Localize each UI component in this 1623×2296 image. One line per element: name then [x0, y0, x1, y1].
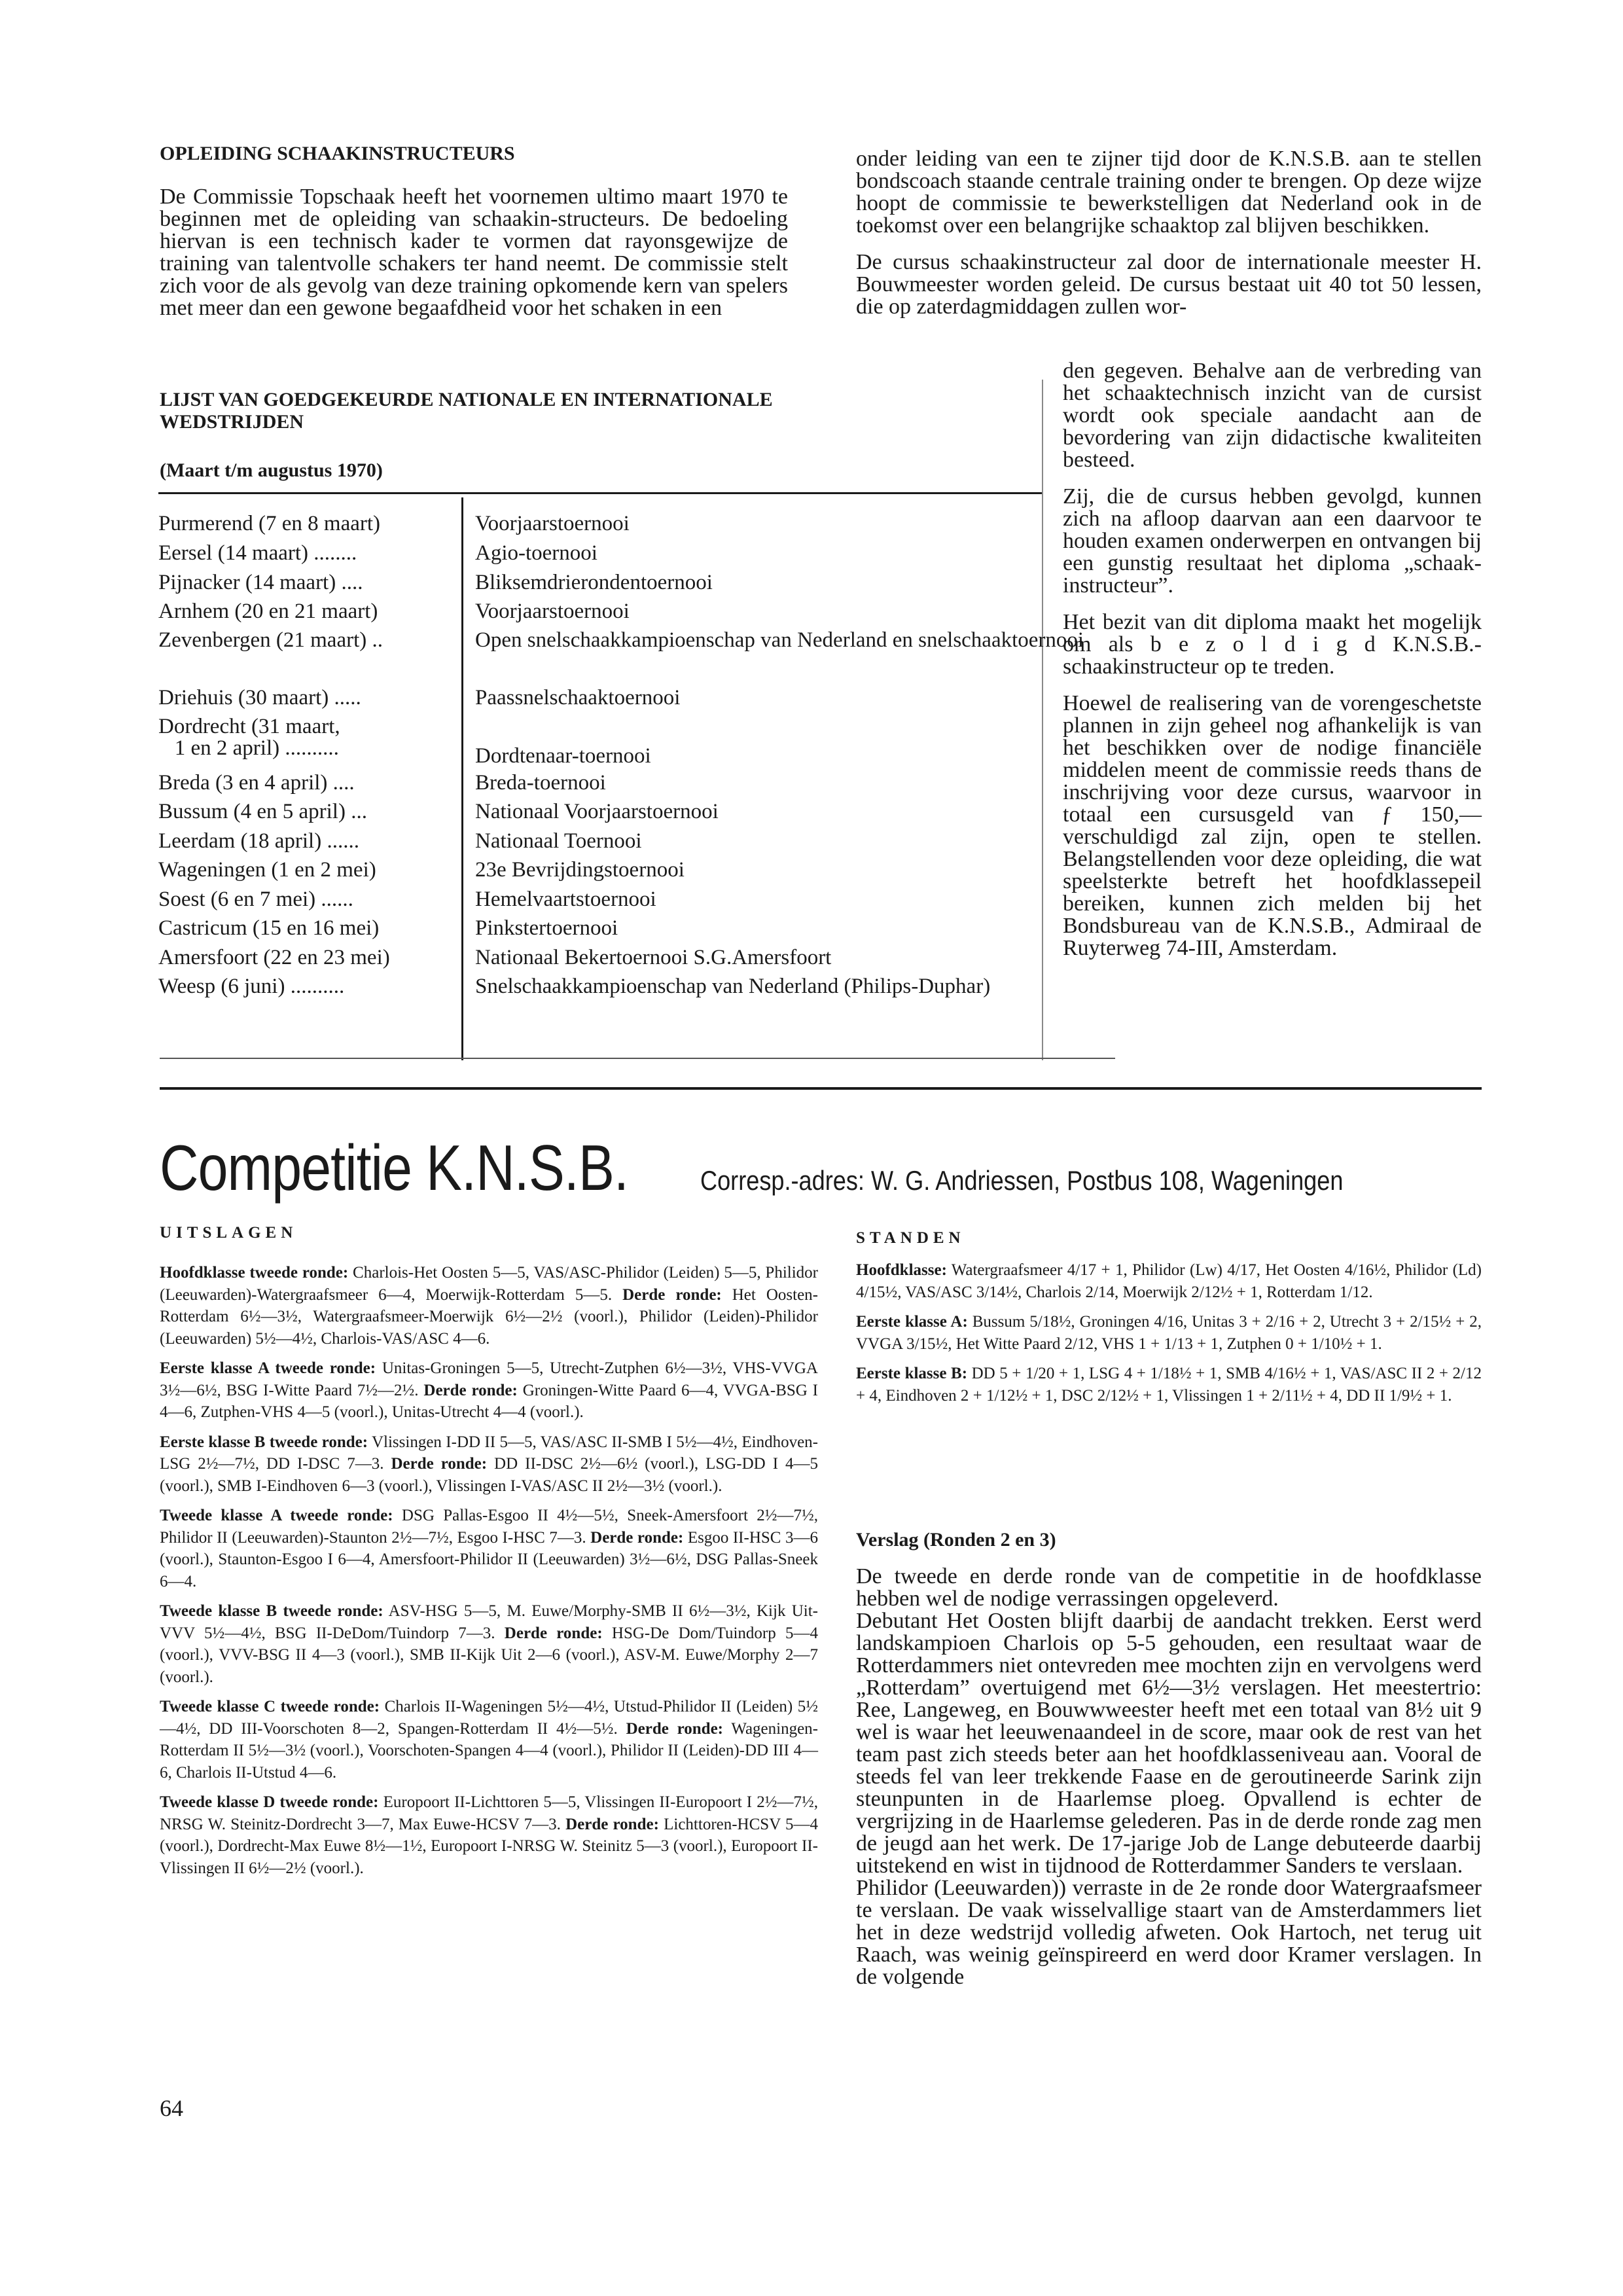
- table-cell-place: Zevenbergen (21 maart) ..: [158, 628, 383, 652]
- result-label: Eerste klasse B:: [856, 1365, 968, 1382]
- table-bottom-rule: [160, 1058, 1115, 1059]
- result-label: Tweede klasse D tweede ronde:: [160, 1793, 379, 1811]
- result-text: Watergraafsmeer 4/17 + 1, Philidor (Lw) 4/17, Het Oosten 4/16½, Philidor (Ld) 4/15½, VAS/ASC 3/14½, Charlois 2/14, Moerwijk 2/12½ + 1, Rotterdam 1/12.: [856, 1261, 1482, 1301]
- opleiding-text-2: onder leiding van een te zijner tijd door de K.N.S.B. aan te stellen bondscoach staande centrale training onder te brengen. Op deze wijze hoopt de commissie te bewerkstelligen dat Nederland ook in de toekomst over een belangrijke schaaktop zal blijven beschikken.: [856, 147, 1482, 238]
- result-text: Vlissingen I-DD II 5—5, VAS/ASC II-SMB I 5½—4½, Eindhoven-LSG 2½—7½, DD I-DSC 7—3.: [160, 1433, 818, 1473]
- table-cell-event: Snelschaakkampioenschap van Nederland (Philips-Duphar): [475, 975, 991, 998]
- opleiding-text-1: De Commissie Topschaak heeft het voornemen ultimo maart 1970 te beginnen met de opleiding van schaakin-structeurs. De bedoeling hiervan is een technisch kader te vormen dat rayonsgewijze de training van talentvolle schakers ter hand neemt. De commissie stelt zich voor de als gevolg van deze training opkomende kern van spelers met meer dan een gewone begaafdheid voor het schaken in een: [160, 185, 788, 320]
- table-cell-event: Dordtenaar-toernooi: [475, 744, 651, 768]
- opleiding-text-3: De cursus schaakinstructeur zal door de internationale meester H. Bouwmeester worden geleid. De cursus bestaat uit 40 tot 50 lessen, die op zaterdagmiddagen zullen wor-: [856, 250, 1482, 319]
- opleiding-right-column: [1063, 360, 1482, 960]
- table-cell-event: Voorjaarstoernooi: [475, 600, 630, 623]
- result-text: Europoort II-Lichttoren 5—5, Vlissingen II-Europoort I 2½—7½, NRSG W. Steinitz-Dordrecht 3—7, Max Euwe-HCSV 7—3.: [160, 1793, 818, 1833]
- verslag-text: [856, 1566, 1482, 1988]
- result-text: Groningen-Witte Paard 6—4, VVGA-BSG I 4—6, Zutphen-VHS 4—5 (voorl.), Unitas-Utrecht 4—4 (voorl.).: [160, 1381, 819, 1421]
- result-text: Charlois-Het Oosten 5—5, VAS/ASC-Philidor (Leiden) 5—5, Philidor (Leeuwarden)-Watergraafsmeer 6—4, Moerwijk-Rotterdam 5—5.: [160, 1264, 818, 1304]
- table-cell-event: Nationaal Toernooi: [475, 829, 642, 853]
- opleiding-text-5: Zij, die de cursus hebben gevolgd, kunnen zich na afloop daarvan aan een daarvoor te houden examen onderwerpen en ontvangen bij een gunstig resultaat het diploma „schaak-instructeur”.: [1063, 484, 1482, 598]
- uitslagen-heading: UITSLAGEN: [160, 1224, 298, 1242]
- table-cell-place: Amersfoort (22 en 23 mei): [158, 946, 390, 969]
- table-column-divider: [461, 497, 463, 1060]
- result-paragraph: [160, 1262, 818, 1350]
- opleiding-text-6: Het bezit van dit diploma maakt het mogelijk om als b e z o l d i g d K.N.S.B.-schaakinstructeur op te treden.: [1063, 610, 1482, 679]
- result-paragraph: [856, 1259, 1482, 1303]
- table-cell-event: Agio-toernooi: [475, 541, 597, 565]
- table-cell-place: Bussum (4 en 5 april) ...: [158, 800, 367, 823]
- table-cell-event: Open snelschaakkampioenschap van Nederland en snelschaaktoernooi: [475, 628, 1084, 652]
- result-label: Eerste klasse A tweede ronde:: [160, 1359, 376, 1377]
- result-label: Derde ronde:: [383, 1455, 488, 1473]
- table-cell-place: Driehuis (30 maart) .....: [158, 686, 361, 709]
- result-label: Derde ronde:: [617, 1719, 724, 1738]
- result-text: DD II-DSC 2½—6½ (voorl.), LSG-DD I 4—5 (voorl.), SMB I-Eindhoven 6—3 (voorl.), Vlissingen I-VAS/ASC II 2½—3½ (voorl.).: [160, 1455, 818, 1495]
- section-rule: [160, 1087, 1482, 1090]
- lijst-heading: [160, 389, 1010, 433]
- result-paragraph: [160, 1600, 818, 1688]
- result-paragraph: [856, 1311, 1482, 1355]
- result-label: Derde ronde:: [495, 1624, 603, 1642]
- result-text: Unitas-Groningen 5—5, Utrecht-Zutphen 6½—3½, VHS-VVGA 3½—6½, BSG I-Witte Paard 7½—2½.: [160, 1359, 818, 1399]
- result-text: Bussum 5/18½, Groningen 4/16, Unitas 3 + 2/16 + 2, Utrecht 3 + 2/15½ + 2, VVGA 3/15½, Het Witte Paard 2/12, VHS 1 + 1/13 + 1, Zutphen 0 + 1/10½ + 1.: [856, 1313, 1482, 1353]
- verslag-heading: Verslag (Ronden 2 en 3): [856, 1529, 1056, 1551]
- opleiding-right-top: [856, 148, 1482, 318]
- competitie-title: [160, 1131, 1448, 1205]
- result-text: Lichttoren-HCSV 5—4 (voorl.), Dordrecht-Max Euwe 8½—1½, Europoort I-NRSG W. Steinitz 5—3 (voorl.), Europoort II-Vlissingen II 6½—2½ (voorl.).: [160, 1815, 818, 1877]
- result-paragraph: [160, 1791, 818, 1879]
- page-number: 64: [160, 2095, 183, 2121]
- uitslagen-list: [160, 1262, 818, 1879]
- result-label: Derde ronde:: [612, 1285, 722, 1304]
- result-label: Eerste klasse A:: [856, 1313, 968, 1331]
- verslag-para-1: De tweede en derde ronde van de competitie in de hoofdklasse hebben wel de nodige verrassingen opgeleverd.: [856, 1564, 1482, 1611]
- table-cell-event: Voorjaarstoernooi: [475, 512, 630, 535]
- result-label: Eerste klasse B tweede ronde:: [160, 1433, 368, 1451]
- table-cell-place: Wageningen (1 en 2 mei): [158, 858, 376, 882]
- table-cell-place: Purmerend (7 en 8 maart): [158, 512, 381, 535]
- table-cell-place: Weesp (6 juni) ..........: [158, 975, 345, 998]
- table-cell-event: Nationaal Bekertoernooi S.G.Amersfoort: [475, 946, 832, 969]
- result-paragraph: [160, 1357, 818, 1424]
- table-cell-place: Castricum (15 en 16 mei): [158, 916, 380, 940]
- table-cell-event: 23e Bevrijdingstoernooi: [475, 858, 685, 882]
- result-paragraph: [160, 1696, 818, 1784]
- table-cell-place: Soest (6 en 7 mei) ......: [158, 888, 353, 911]
- table-cell-place: Eersel (14 maart) ........: [158, 541, 357, 565]
- result-label: Hoofdklasse:: [856, 1261, 947, 1279]
- result-label: Derde ronde:: [418, 1381, 518, 1399]
- verslag-para-2: Debutant Het Oosten blijft daarbij de aandacht trekken. Eerst werd landskampioen Charlois op 5-5 gehouden, een resultaat waar de Rotterdammers niet ontevreden mee mochten zijn en vervolgens werd „Rotterdam” overtuigend met 6½—3½ verslagen. Het meestertrio: Ree, Langeweg, en Bouwwweester heeft met een totaal van 8½ uit 9 wel is waar het leeuwenaandeel in de score, maar ook de rest van het team past zich steeds beter aan het hoofdklasseniveau aan. Vooral de steeds fel van leer trekkende Faase en de geroutineerde Sarink zijn steunpunten in de Haarlemse ploeg. Opvallend is echter de vergrijzing in de Haarlemse gelederen. Pas in de derde ronde zag men de jeugd aan het werk. De 17-jarige Job de Lange debuteerde daarbij uitstekend en wist in tijdnood de Rotterdammer Sanders te verslaan.: [856, 1609, 1482, 1878]
- table-cell-place: Pijnacker (14 maart) ....: [158, 571, 363, 594]
- table-cell-event: Paassnelschaaktoernooi: [475, 686, 681, 709]
- result-text: DD 5 + 1/20 + 1, LSG 4 + 1/18½ + 1, SMB 4/16½ + 1, VAS/ASC II 2 + 2/12 + 4, Eindhoven 2 + 1/12½ + 1, DSC 2/12½ + 1, Vlissingen 1 + 2/11½ + 4, DD II 1/9½ + 1.: [856, 1365, 1482, 1405]
- result-text: Het Oosten-Rotterdam 6½—3½, Watergraafsmeer-Moerwijk 6½—2½ (voorl.), Philidor (Leiden)-Philidor (Leeuwarden) 5½—4½, Charlois-VAS/ASC 4—6.: [160, 1285, 819, 1348]
- table-cell-event: Hemelvaartstoernooi: [475, 888, 656, 911]
- competitie-corresp: Corresp.-adres: W. G. Andriessen, Postbus 108, Wageningen: [700, 1165, 1344, 1196]
- lijst-heading-line1: LIJST VAN GOEDGEKEURDE NATIONALE EN INTERNATIONALE: [160, 389, 773, 410]
- competitie-title-main: Competitie K.N.S.B.: [160, 1132, 629, 1204]
- lijst-heading-line2: WEDSTRIJDEN: [160, 411, 304, 433]
- result-label: Derde ronde:: [586, 1528, 684, 1547]
- opleiding-text-7: Hoewel de realisering van de vorengeschetste plannen in zijn geheel nog afhankelijk is van het beschikken over de nodige financiële middelen meent de commissie reeds thans de inschrijving voor deze cursus, waarvoor in totaal een cursusgeld van ƒ 150,— verschuldigd zal zijn, open te stellen. Belangstellenden voor deze opleiding, die wat speelsterkte betreft het hoofdklassepeil bereiken, kunnen zich melden bij het Bondsbureau van de K.N.S.B., Admiraal de Ruyterweg 74-III, Amsterdam.: [1063, 691, 1482, 960]
- result-label: Hoofdklasse tweede ronde:: [160, 1264, 349, 1282]
- standen-heading: STANDEN: [856, 1229, 965, 1247]
- result-text: Esgoo II-HSC 3—6 (voorl.), Staunton-Esgoo I 6—4, Amersfoort-Philidor II (Leeuwarden) 3½—6½, DSG Pallas-Sneek 6—4.: [160, 1528, 819, 1590]
- opleiding-para1: [160, 186, 788, 319]
- result-paragraph: [160, 1505, 818, 1592]
- verslag-para-3: Philidor (Leeuwarden)) verraste in de 2e ronde door Watergraafsmeer te verslaan. De vaak wisselvallige staart van de Amsterdammers liet het in deze wedstrijd volledig afweten. Ook Hartoch, net terug uit Raach, was weinig geïnspireerd en werd door Kramer verslagen. In de volgende: [856, 1876, 1482, 1989]
- result-text: Charlois II-Wageningen 5½—4½, Utstud-Philidor II (Leiden) 5½—4½, DD III-Voorschoten 8—2, Spangen-Rotterdam II 4½—5½.: [160, 1698, 818, 1738]
- standen-list: [856, 1259, 1482, 1407]
- table-cell-place: Leerdam (18 april) ......: [158, 829, 359, 853]
- opleiding-heading: OPLEIDING SCHAAKINSTRUCTEURS: [160, 143, 515, 164]
- result-text: HSG-De Dom/Tuindorp 5—4 (voorl.), VVV-BSG II 4—3 (voorl.), SMB II-Kijk Uit 2—6 (voorl.), ASV-M. Euwe/Morphy 2—7 (voorl.).: [160, 1624, 818, 1686]
- lijst-subheading: (Maart t/m augustus 1970): [160, 459, 383, 481]
- result-text: ASV-HSG 5—5, M. Euwe/Morphy-SMB II 6½—3½, Kijk Uit-VVV 5½—4½, BSG II-DeDom/Tuindorp 7—3.: [160, 1602, 818, 1642]
- result-label: Tweede klasse C tweede ronde:: [160, 1698, 380, 1715]
- result-text: DSG Pallas-Esgoo II 4½—5½, Sneek-Amersfoort 2½—7½, Philidor II (Leeuwarden)-Staunton 2½—7½, Esgoo I-HSC 7—3.: [160, 1507, 818, 1547]
- result-label: Derde ronde:: [560, 1815, 659, 1833]
- result-label: Tweede klasse A tweede ronde:: [160, 1507, 393, 1524]
- table-cell-event: Bliksemdrierondentoernooi: [475, 571, 713, 594]
- table-cell-event: Nationaal Voorjaarstoernooi: [475, 800, 719, 823]
- table-cell-event: Pinkstertoernooi: [475, 916, 618, 940]
- result-label: Tweede klasse B tweede ronde:: [160, 1602, 383, 1620]
- table-cell-place: Breda (3 en 4 april) ....: [158, 771, 355, 795]
- result-paragraph: [856, 1363, 1482, 1407]
- opleiding-text-4: den gegeven. Behalve aan de verbreding van het schaaktechnisch inzicht van de cursist wordt ook speciale aandacht aan de bevordering van zijn didactische kwaliteiten besteed.: [1063, 359, 1482, 472]
- table-top-rule: [158, 492, 1042, 494]
- table-cell-place: Dordrecht (31 maart, 1 en 2 april) ..........: [158, 715, 340, 760]
- table-cell-place: Arnhem (20 en 21 maart): [158, 600, 378, 623]
- table-cell-event: Breda-toernooi: [475, 771, 606, 795]
- result-paragraph: [160, 1431, 818, 1498]
- result-text: Wageningen-Rotterdam II 5½—3½ (voorl.), Voorschoten-Spangen 4—4 (voorl.), Philidor II (Leiden)-DD III 4—6, Charlois II-Utstud 4—6.: [160, 1719, 819, 1782]
